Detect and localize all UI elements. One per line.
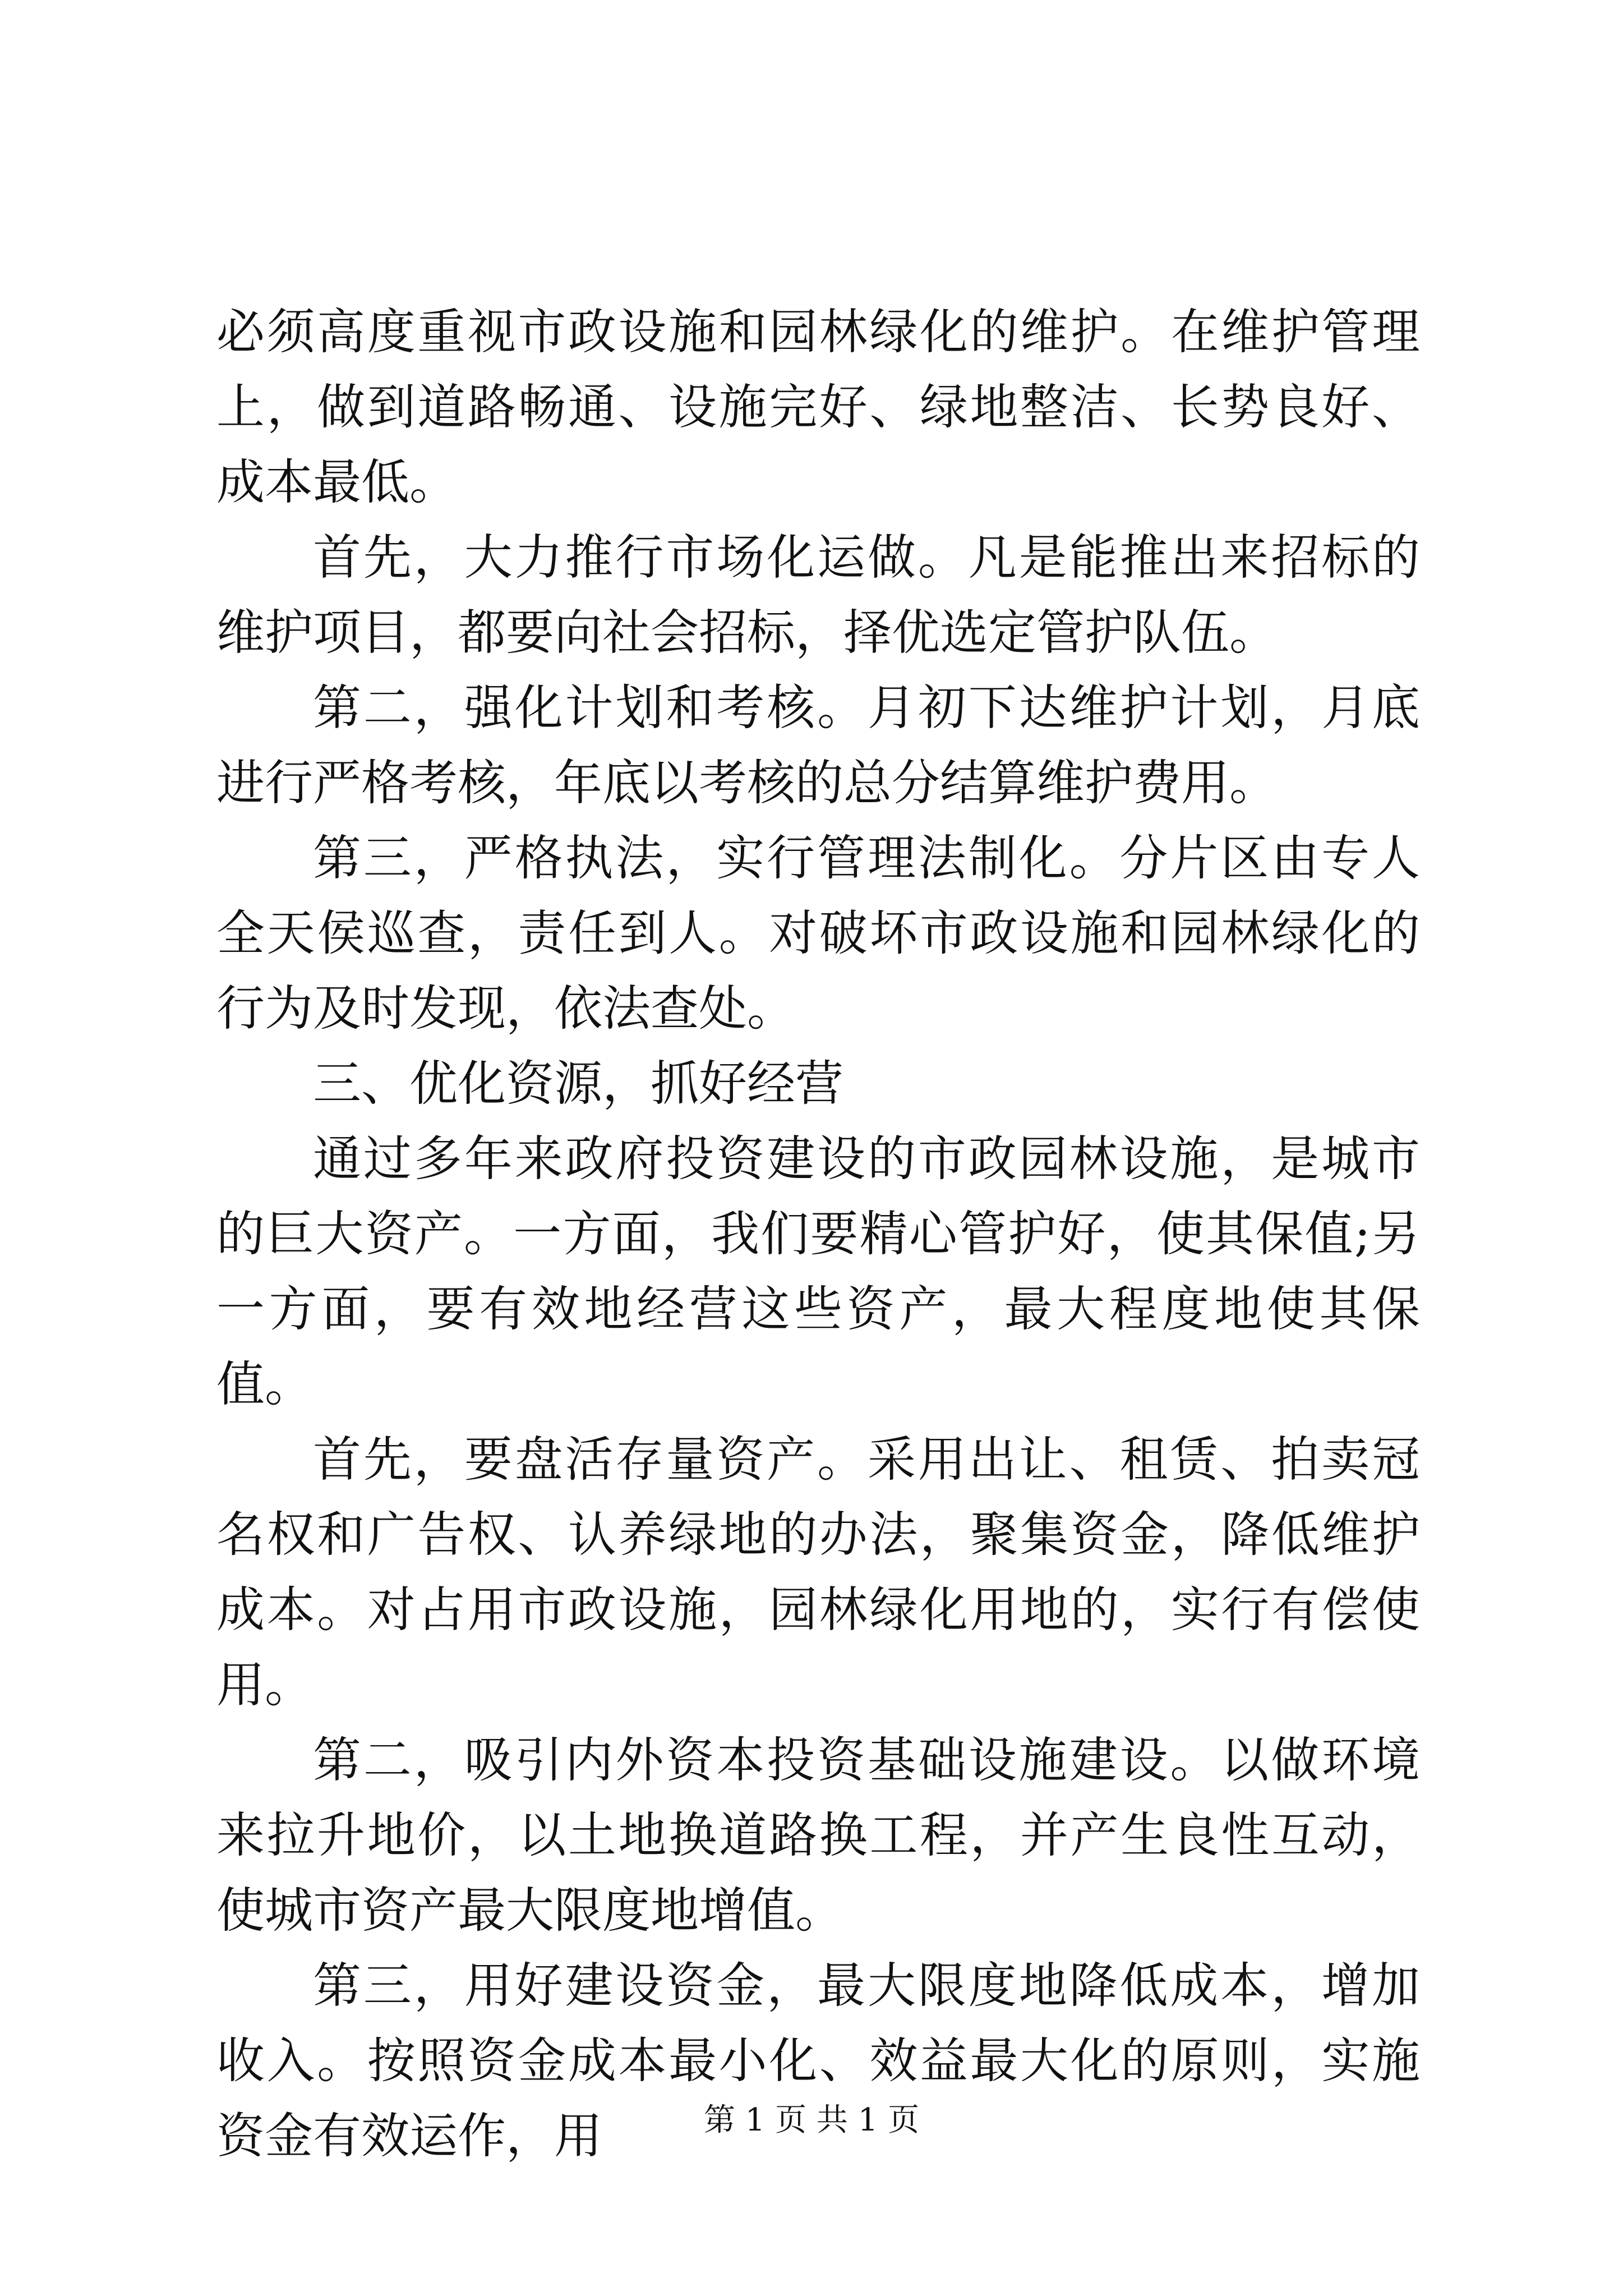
paragraph-4: 第三，严格执法，实行管理法制化。分片区由专人全天侯巡查，责任到人。对破坏市政设施和园林绿化的行为及时发现，依法查处。 <box>216 830 1420 1037</box>
section-heading: 三、优化资源，抓好经营 <box>313 1056 843 1112</box>
document-body <box>216 295 1420 2174</box>
paragraph-1: 必须高度重视市政设施和园林绿化的维护。在维护管理上，做到道路畅通、设施完好、绿地整洁、长势良好、成本最低。 <box>216 304 1420 510</box>
paragraph-6: 通过多年来政府投资建设的市政园林设施，是城市的巨大资产。一方面，我们要精心管护好，使其保值;另一方面，要有效地经营这些资产，最大程度地使其保值。 <box>216 1131 1420 1412</box>
paragraph-7: 首先，要盘活存量资产。采用出让、租赁、拍卖冠名权和广告权、认养绿地的办法，聚集资金，降低维护成本。对占用市政设施，园林绿化用地的，实行有偿使用。 <box>216 1432 1420 1713</box>
paragraph-3: 第二，强化计划和考核。月初下达维护计划，月底进行严格考核，年底以考核的总分结算维护费用。 <box>216 680 1420 811</box>
page-footer: 第 1 页 共 1 页 <box>703 2102 920 2138</box>
paragraph-2: 首先，大力推行市场化运做。凡是能推出来招标的维护项目，都要向社会招标，择优选定管护队伍。 <box>216 530 1420 661</box>
paragraph-9: 第三，用好建设资金，最大限度地降低成本，增加收入。按照资金成本最小化、效益最大化的原则，实施资金有效运作，用 <box>216 1958 1420 2164</box>
paragraph-8: 第二，吸引内外资本投资基础设施建设。以做环境来拉升地价，以土地换道路换工程，并产生良性互动，使城市资产最大限度地增值。 <box>216 1732 1420 1939</box>
